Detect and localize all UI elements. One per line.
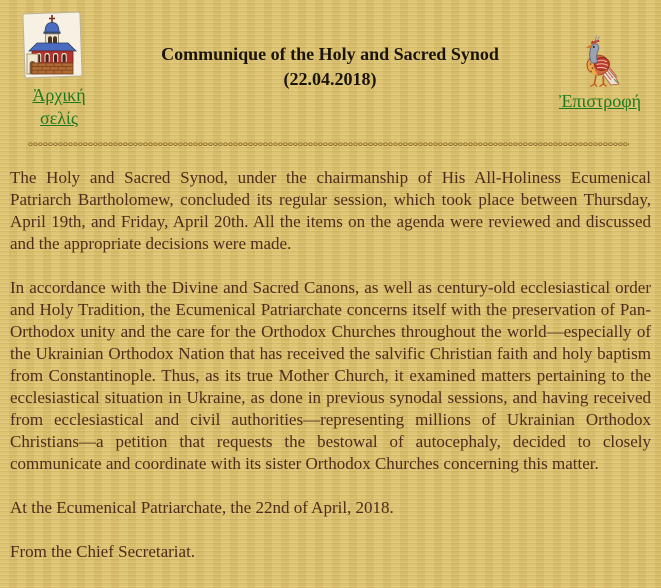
- paragraph-dateline: At the Ecumenical Patriarchate, the 22nd of April, 2018.: [10, 498, 394, 517]
- communique-body: [10, 167, 651, 585]
- rope-divider: [28, 141, 629, 148]
- paragraph-signoff: From the Chief Secretariat.: [10, 542, 196, 561]
- home-link[interactable]: [10, 84, 108, 130]
- page-title: [112, 42, 548, 92]
- back-link[interactable]: Ἐπιστροφή: [558, 91, 642, 111]
- home-link-line2: σελίς: [40, 108, 78, 128]
- page-title-line1: Communique of the Holy and Sacred Synod: [161, 44, 499, 64]
- paragraph-session-summary: The Holy and Sacred Synod, under the chairmanship of His All-Holiness Ecumenical Patriarch Bartholomew, concluded its regular session, which took place between Thursday, April 19th, and Friday, April 20th. All the items on the agenda were reviewed and discussed and the appropriate decisions were made.: [10, 168, 651, 253]
- byzantine-bird-icon: [578, 32, 623, 89]
- church-icon: [21, 10, 84, 80]
- page-title-line2: (22.04.2018): [283, 69, 377, 89]
- paragraph-ukraine-autocephaly: In accordance with the Divine and Sacred Canons, as well as century-old ecclesiastical order and Holy Tradition, the Ecumenical Patriarchate concerns itself with the preservation of Pan-Orthodox unity and the care for the Orthodox Churches throughout the world—especially of the Ukrainian Orthodox Nation that has received the salvific Christian faith and holy baptism from Constantinople. Thus, as its true Mother Church, it examined matters pertaining to the ecclesiastical situation in Ukraine, as done in previous synodal sessions, and having received from ecclesiastical and civil authorities—representing millions of Ukrainian Orthodox Christians—a petition that requests the bestowal of autocephaly, decided to closely communicate and coordinate with its sister Orthodox Churches concerning this matter.: [10, 278, 651, 473]
- home-link-line1: Ἀρχική: [32, 85, 86, 105]
